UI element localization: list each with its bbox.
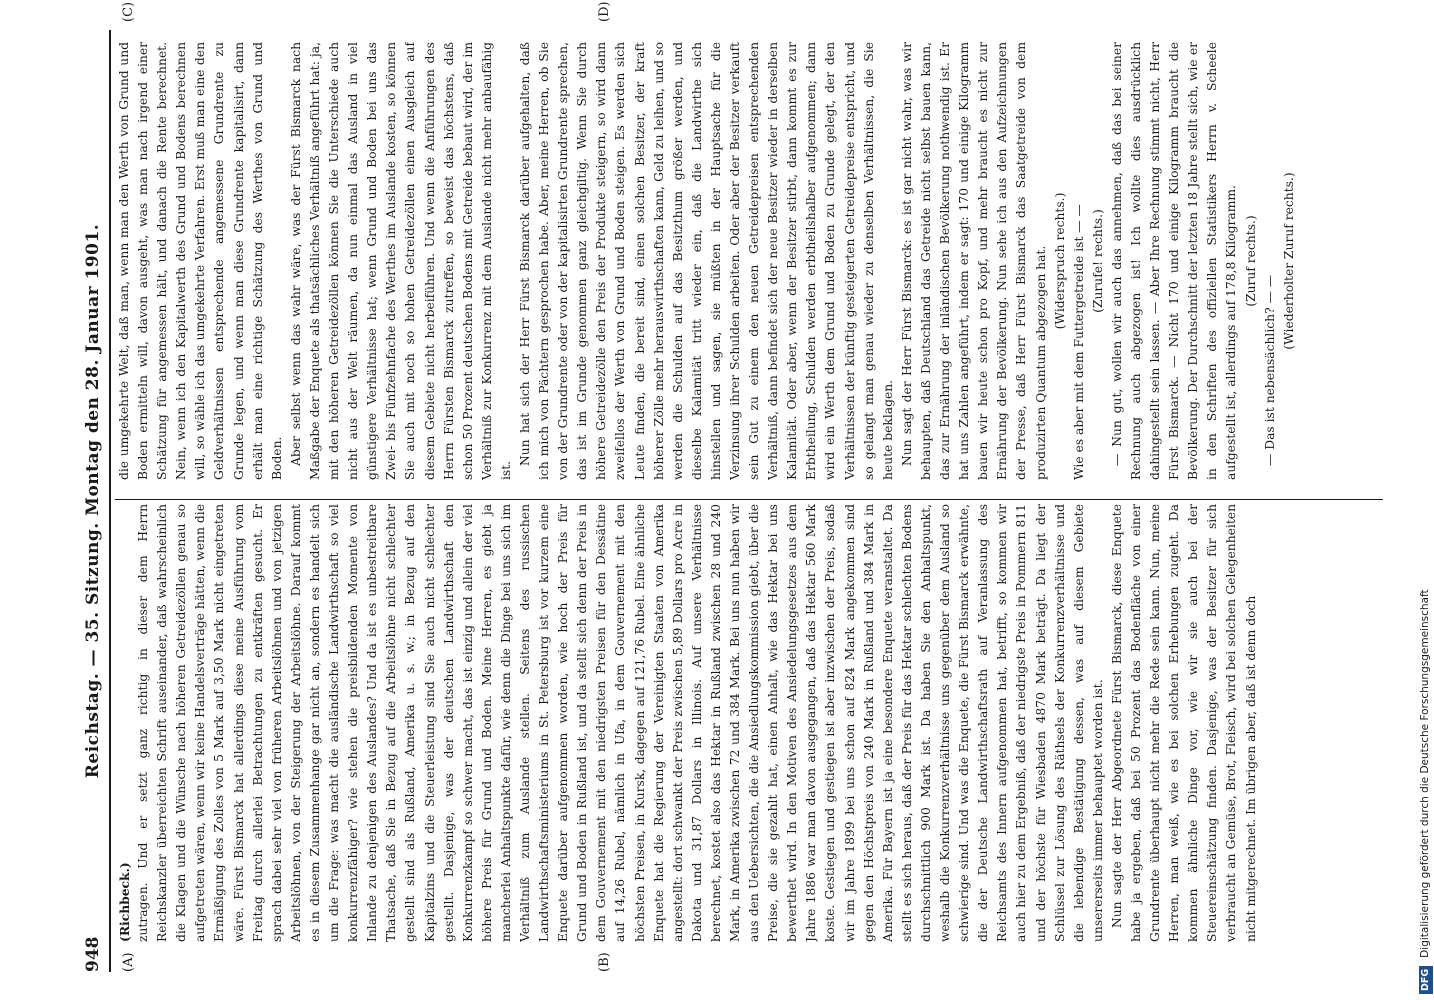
paragraph: Wie es aber mit dem Futtergetreide ist — — [1071,204,1086,480]
header-rule [109,30,111,972]
paragraph: — Das ist nebensächlich? — — [1262,274,1277,466]
page-header [77,30,111,972]
margin-mark-a: (A) [121,952,136,972]
paragraph: die umgekehrte Welt, daß man, wenn man den Werth von Grund und Boden ermitteln will, davon ausgeht, was man nach irgend einer Schätzung für angemessen hält, und danach die Rente berechnet. Nein, wenn ich den Kapitalwerth des Grund und Bodens berechnen will, so wähle ich das umgekehrte Verfahren. Erst muß man eine den Geldverhältnissen entsprechende angemessene Grundrente zu Grunde legen, und wenn man diese Grundrente kapitalisirt, dann erhält man eine richtige Schätzung des Werthes von Grund und Boden. [117,42,284,480]
interjection: (Widerspruch rechts.) [1052,192,1067,330]
margin-mark-b: (B) [597,952,612,972]
interjection: (Zuruf rechts.) [1243,215,1258,307]
paragraph: — Nun gut, wollen wir auch das annehmen, daß das bei seiner Rechnung auch abgezogen ist! Ich wollte dies ausdrücklich dahingestellt sein lassen. — Aber Ihre Rechnung stimmt nicht, Herr Fürst Bismarck. — Nicht 170 und einige Kilogramm braucht die Bevölkerung. Der Durchschnitt der letzten 18 Jahre stellt sich, wie er in den Schriften des offiziellen Statistikers Herrn v. Scheele aufgestellt ist, allerdings auf 178,8 Kilogramm. [1109,42,1239,480]
paragraph: Nun hat sich der Herr Fürst Bismarck darüber aufgehalten, daß ich mich von Pächtern gesprochen habe. Aber, meine Herren, ob Sie von der Grundrente oder von der kapitalisirten Grundrente sprechen, das ist im Grunde genommen ganz gleichgiltig. Wenn Sie durch höhere Getreidezölle den Preis der Produkte steigern, so wird dann zweifellos der Werth von Grund und Boden steigen. Es werden sich Leute finden, die bereit sind, einen solchen Besitzer, der kraft höherer Zölle mehr herauswirthschaften kann, Geld zu leihen, und so werden die Schulden auf das Besitzthum größer werden, und dieselbe Kalamität tritt wieder ein, daß die Landwirthe sich hinstellen und sagen, sie müßten in der Hauptsache für die Verzinsung ihrer Schulden arbeiten. Oder aber der Besitzer verkauft sein Gut zu einem den neuen Getreidepreisen entsprechenden Verhältniß, dann befindet sich der neue Besitzer wieder in derselben Kalamität. Oder aber, wenn der Besitzer stirbt, dann kommt es zur Erbtheilung, Schulden werden erbtheilshalber aufgenommen; dann wird ein Werth dem Grund und Boden zu Grunde gelegt, der den Verhältnissen der künftig gesteigerten Getreidepreise entspricht, und so gelangt man genau wieder zu denselben Verhältnissen, die Sie heute beklagen. [517,42,895,480]
interjection: (Wiederholter Zuruf rechts.) [1281,172,1296,350]
dfg-logo: DFG [1419,966,1433,994]
digitization-note [1417,0,1434,1000]
speaker-tag: (Richbeck.) [117,862,132,942]
page-number: 948 [83,936,103,972]
margin-mark-d: (D) [597,1,612,22]
paragraph: zutragen. Und er setzt ganz richtig in dieser dem Herrn Reichskanzler überreichten Schrift auseinander, daß wahrscheinlich die Klagen und die Wünsche nach höheren Getreidezöllen genau so aufgetreten wären, wenn wir keine Handelsverträge hätten, wenn die Ermäßigung des Zolles von 5 Mark auf 3,50 Mark nicht eingetreten wäre. Fürst Bismarck hat allerdings diese meine Ausführung vom Freitag durch allerlei Betrachtungen zu entkräften gesucht. Er sprach dabei sehr viel von früheren Arbeitslöhnen und von jetzigen Arbeitslöhnen, von der Steigerung der Arbeitslöhne. Darauf kommt es in diesem Zusammenhange gar nicht an, sondern es handelt sich um die Frage: was macht die ausländische Landwirthschaft so viel konkurrenzfähiger? wie stehen die preisbildenden Momente von Inlande zu denjenigen des Auslandes? Und da ist es unbestreitbare Thatsache, daß Sie in Bezug auf die Arbeitslöhne nicht schlechter gestellt sind als Rußland, Amerika u. s. w.; in Bezug auf den Kapitalzins und die Steuerleistung sind Sie auch nicht schlechter gestellt. Dasjenige, was der deutschen Landwirthschaft den Konkurrenzkampf so schwer macht, das ist einzig und allein der viel höhere Preis für Grund und Boden. Meine Herren, es giebt ja mancherlei Anhaltspunkte dafür, wie denn die Dinge bei uns sich im Verhältniß zum Auslande stellen. Seitens des russischen Landwirthschaftsministeriums in St. Petersburg ist vor kurzem eine Enquete darüber aufgenommen worden, wie hoch der Preis für Grund und Boden in Rußland ist, und da stellt sich denn der Preis in dem Gouvernement mit den niedrigsten Preisen für den Dessätine auf 14,26 Rubel, nämlich in Ufa, in dem Gouvernement mit den höchsten Preisen, in Kursk, dagegen auf 121,76 Rubel. Eine ähnliche Enquete hat die Regierung der Vereinigten Staaten von Amerika angestellt: dort schwankt der Preis zwischen 5,89 Dollars pro Acre in Dakota und 31,87 Dollars in Illinois. Auf unsere Verhältnisse berechnet, kostet also das Hektar in Rußland zwischen 28 und 240 Mark, in Amerika zwischen 72 und 384 Mark. Bei uns nun haben wir aus den Uebersichten, die die Ansiedlungskommission giebt, über die Preise, die sie gezahlt hat, einen Anhalt, wie das Hektar bei uns bewerthet wird. In den Motiven des Ansiedelungsgesetzes aus dem Jahre 1886 war man davon ausgegangen, daß das Hektar 560 Mark koste. Gestiegen und gestiegen ist aber inzwischen der Preis, sodaß wir im Jahre 1899 bei uns schon auf 824 Mark angekommen sind gegen den Höchstpreis von 240 Mark in Rußland und 384 Mark in Amerika. Für Bayern ist ja eine besondere Enquete veranstaltet. Da stellt es sich heraus, daß der Preis für das Hektar schlechten Bodens durchschnittlich 900 Mark ist. Da haben Sie den Anhaltspunkt, weshalb die Konkurrenzverhältnisse uns gegenüber dem Ausland so schwierige sind. Und was die Enquete, die Fürst Bismarck erwähnte, die der Deutsche Landwirthschaftsrath auf Veranlassung des Reichsamts des Innern aufgenommen hat, betrifft, so kommen wir auch hier zu dem Ergebniß, daß der niedrigste Preis in Pommern 811 und der höchste für Wiesbaden 4870 Mark beträgt. Da liegt der Schlüssel zur Lösung des Räthsels der Konkurrenzverhältnisse und die lebendige Bestätigung dessen, was auf diesem Gebiete unsererseits immer behauptet worden ist. [136,504,1105,942]
interjection: (Zurufe! rechts.) [1090,209,1105,313]
paragraph: Nun sagte der Herr Abgeordnete Fürst Bismarck, diese Enquete habe ja ergeben, daß bei 50 Prozent das Bodenfläche von einer Grundrente überhaupt nicht mehr die Rede sein kann. Nun, meine Herren, man weiß, wie es bei solchen Erhebungen zugeht. Da kommen ähnliche Dinge vor, wie wir sie auch bei der Steuereinschätzung finden. Dasjenige, was der Besitzer für sich verbraucht an Gemüse, Brot, Fleisch, wird bei solchen Gelegenheiten nicht mitgerechnet. Im übrigen aber, daß ist denn doch [1109,504,1258,942]
paragraph: Aber selbst wenn das wahr wäre, was der Fürst Bismarck nach Maßgabe der Enquete als thatsächliches Verhältniß angeführt hat: ja, mit den höheren Getreidezöllen können Sie die Unterschiede auch nicht aus der Welt räumen, da nun einmal das Ausland in viel günstigere Verhältnisse hat; wenn Grund und Boden bei uns das Zwei- bis Fünfzehnfache des Werthes im Auslande kosten, so können Sie auch mit noch so hohen Getreidezöllen einen Ausgleich auf diesem Gebiete nicht herbeiführen. Und wenn die Anführungen des Herrn Fürsten Bismarck zutreffen, so beweist das höchstens, daß schon 50 Prozent deutschen Bodens mit Getreide bebaut wird, der im Verhältniß zur Konkurrenz mit dem Auslande nicht mehr anbaufähig ist. [288,42,513,480]
digitization-credit: Digitalisierung gefördert durch die Deutsche Forschungsgemeinschaft [1419,589,1431,958]
running-head: Reichstag. — 35. Sitzung. Montag den 28. Januar 1901. [83,223,103,779]
left-column [115,504,1375,942]
rotated-page [67,0,1407,1000]
paragraph: Nun sagt der Herr Fürst Bismarck: es ist gar nicht wahr, was wir behaupten, daß Deutschland das Getreide nicht selbst bauen kann, das zur Ernährung der inländischen Bevölkerung nothwendig ist. Er hat uns Zahlen angeführt, indem er sagt: 170 und einige Kilogramm bauen wir heute schon pro Kopf, und mehr braucht es nicht zur Ernährung der Bevölkerung. Nun sehe ich aus den Aufzeichnungen der Presse, daß Herr Fürst Bismarck das Saatgetreide von dem produzirten Quantum abgezogen hat. [899,42,1048,480]
column-divider [115,499,1383,500]
margin-mark-c: (C) [121,1,136,22]
right-column [115,42,1375,480]
